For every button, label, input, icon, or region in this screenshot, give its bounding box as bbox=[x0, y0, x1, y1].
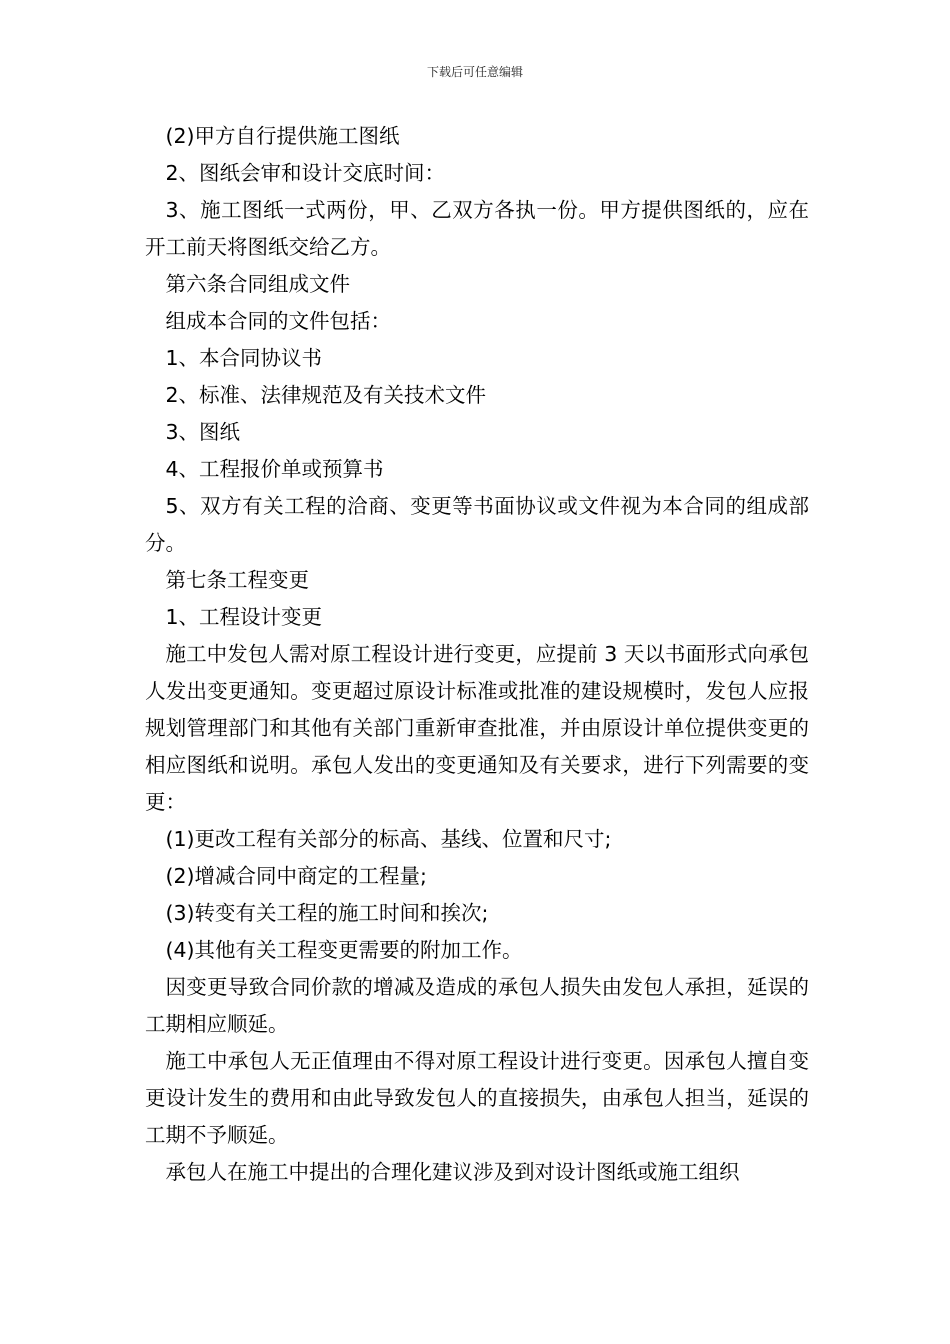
document-body bbox=[145, 118, 809, 1191]
list-item: 1、本合同协议书 bbox=[165, 346, 323, 370]
paragraph: 施工中承包人无正值理由不得对原工程设计进行变更。因承包人擅自变更设计发生的费用和由此导致发包人的直接损失，由承包人担当，延误的工期不予顺延。 bbox=[145, 1049, 809, 1147]
list-item: 4、工程报价单或预算书 bbox=[165, 457, 384, 481]
list-item: (3)转变有关工程的施工时间和挨次; bbox=[165, 901, 489, 925]
list-item: (4)其他有关工程变更需要的附加工作。 bbox=[165, 938, 523, 962]
paragraph: 施工中发包人需对原工程设计进行变更，应提前 3 天以书面形式向承包人发出变更通知。变更超过原设计标准或批准的建设规模时，发包人应报规划管理部门和其他有关部门重新审查批准，并由原设计单位提供变更的相应图纸和说明。承包人发出的变更通知及有关要求，进行下列需要的变更： bbox=[145, 642, 809, 814]
paragraph: 因变更导致合同价款的增减及造成的承包人损失由发包人承担，延误的工期相应顺延。 bbox=[145, 975, 809, 1036]
paragraph: 组成本合同的文件包括： bbox=[165, 309, 391, 333]
page-header-note: 下载后可任意编辑 bbox=[426, 65, 523, 79]
list-item: 3、图纸 bbox=[165, 420, 241, 444]
list-item: (1)更改工程有关部分的标高、基线、位置和尺寸; bbox=[165, 827, 612, 851]
list-item: (2)增减合同中商定的工程量; bbox=[165, 864, 427, 888]
paragraph: 承包人在施工中提出的合理化建议涉及到对设计图纸或施工组织 bbox=[165, 1160, 740, 1184]
section-heading: 第七条工程变更 bbox=[165, 568, 309, 592]
paragraph: 1、工程设计变更 bbox=[165, 605, 323, 629]
paragraph: 2、图纸会审和设计交底时间： bbox=[165, 161, 446, 185]
section-heading: 第六条合同组成文件 bbox=[165, 272, 350, 296]
list-item: 5、双方有关工程的洽商、变更等书面协议或文件视为本合同的组成部分。 bbox=[145, 494, 809, 555]
list-item: 2、标准、法律规范及有关技术文件 bbox=[165, 383, 487, 407]
paragraph: 3、施工图纸一式两份，甲、乙双方各执一份。甲方提供图纸的，应在开工前天将图纸交给乙方。 bbox=[145, 198, 809, 259]
paragraph: (2)甲方自行提供施工图纸 bbox=[165, 124, 400, 148]
